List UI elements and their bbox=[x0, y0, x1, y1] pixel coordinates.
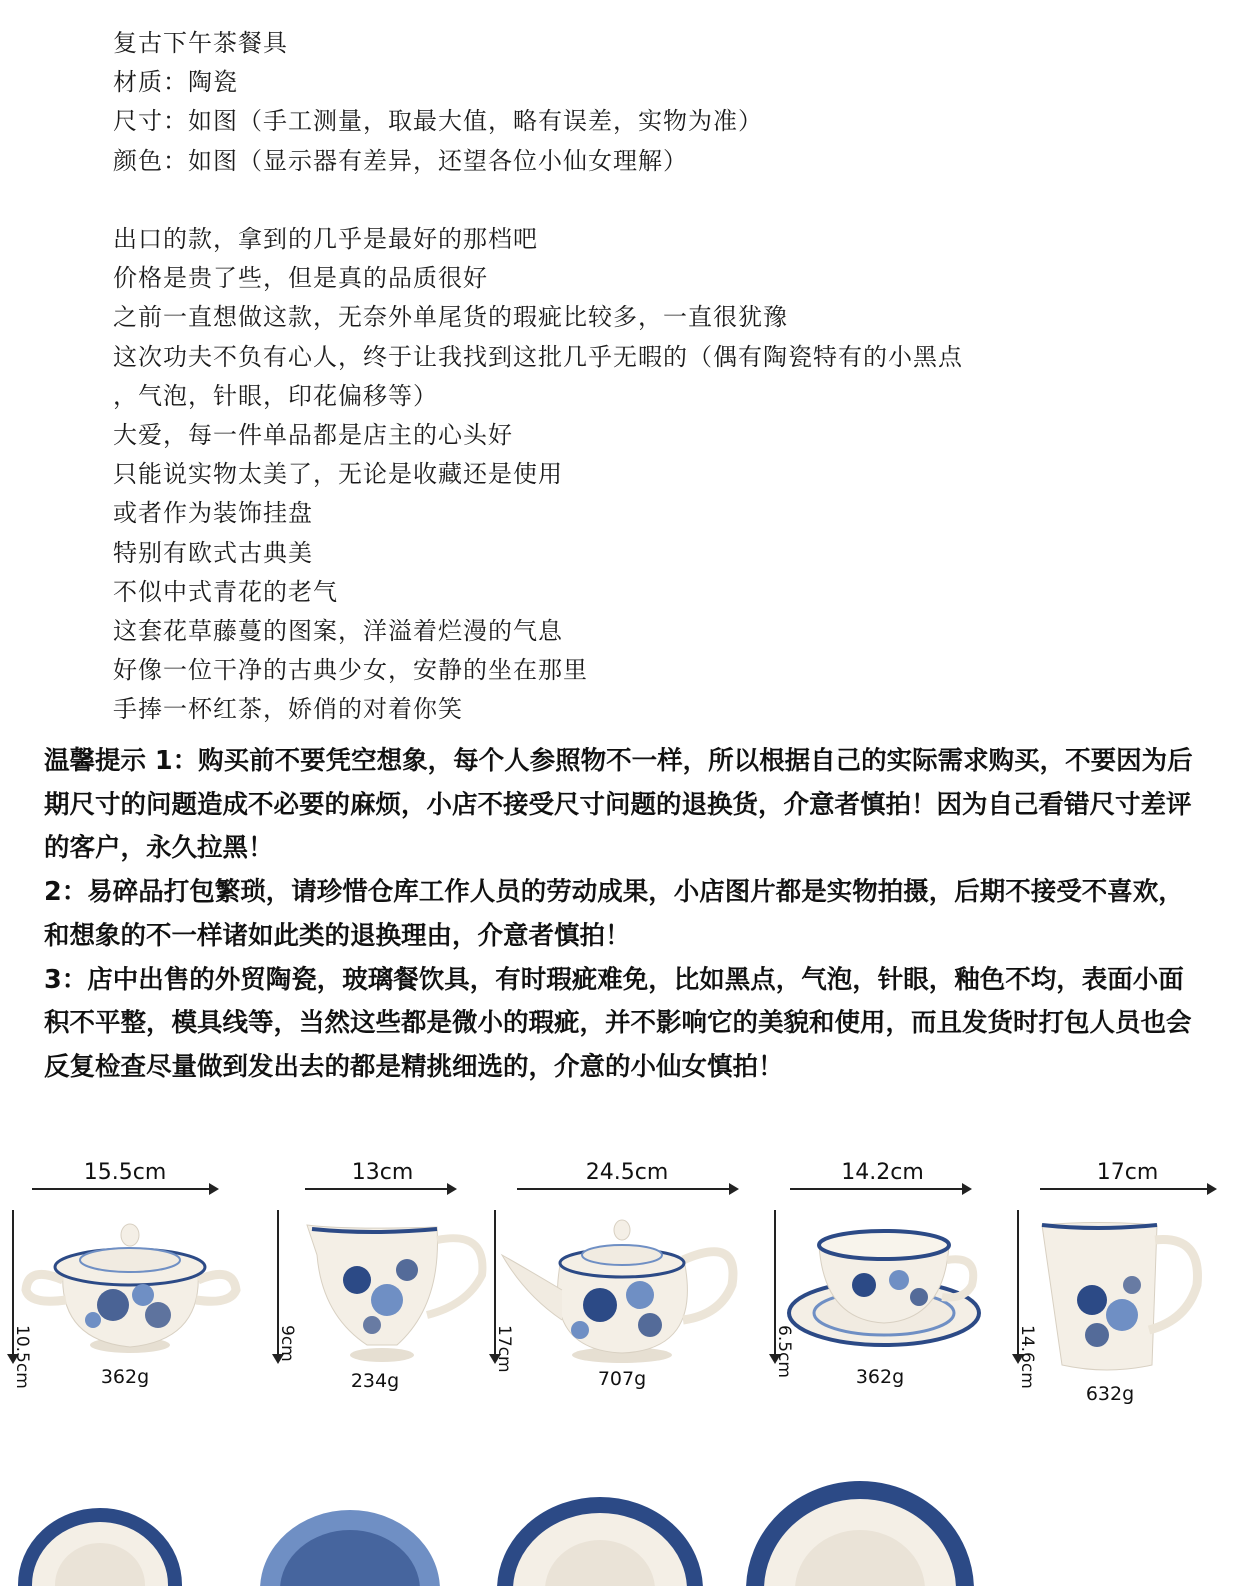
width-arrow bbox=[305, 1188, 455, 1190]
intro-line: 只能说实物太美了，无论是收藏还是使用 bbox=[113, 460, 563, 489]
intro-line: ，气泡，针眼，印花偏移等） bbox=[113, 381, 438, 410]
width-arrow bbox=[1040, 1188, 1215, 1190]
width-arrow bbox=[32, 1188, 217, 1190]
width-label: 24.5cm bbox=[585, 1160, 669, 1185]
intro-line: 尺寸：如图（手工测量，取最大值，略有误差，实物为准） bbox=[113, 107, 763, 136]
plate-image bbox=[755, 1490, 965, 1586]
intro-line: 材质：陶瓷 bbox=[113, 68, 238, 97]
height-label: 6.5cm bbox=[774, 1325, 794, 1378]
intro-line: 或者作为装饰挂盘 bbox=[113, 499, 313, 528]
width-arrow bbox=[517, 1188, 737, 1190]
height-label: 17cm bbox=[494, 1325, 514, 1373]
height-label: 9cm bbox=[277, 1325, 297, 1362]
product-creamer bbox=[275, 1150, 490, 1420]
width-label: 14.2cm bbox=[841, 1160, 924, 1185]
sugar-bowl-image bbox=[18, 1205, 243, 1360]
creamer-image bbox=[287, 1205, 487, 1365]
intro-line: 出口的款，拿到的几乎是最好的那档吧 bbox=[113, 225, 538, 253]
intro-line: 复古下午茶餐具 bbox=[113, 29, 288, 57]
product-sugar-bowl bbox=[10, 1150, 245, 1420]
intro-line: 之前一直想做这款，无奈外单尾货的瑕疵比较多，一直很犹豫 bbox=[113, 303, 788, 332]
intro-line: 这套花草藤蔓的图案，洋溢着烂漫的气息 bbox=[113, 617, 563, 646]
intro-text bbox=[113, 24, 1193, 730]
product-cup-and-saucer bbox=[772, 1150, 1002, 1420]
pitcher-image bbox=[1037, 1205, 1207, 1385]
intro-line: 特别有欧式古典美 bbox=[113, 538, 313, 567]
weight-label: 234g bbox=[350, 1370, 400, 1392]
teapot-image bbox=[500, 1205, 745, 1365]
width-label: 15.5cm bbox=[83, 1160, 167, 1185]
product-pitcher bbox=[1015, 1150, 1235, 1420]
plate-image bbox=[25, 1515, 175, 1586]
intro-line: 不似中式青花的老气 bbox=[113, 577, 338, 606]
width-arrow bbox=[790, 1188, 970, 1190]
intro-line: 颜色：如图（显示器有差异，还望各位小仙女理解） bbox=[113, 146, 688, 175]
width-label: 13cm bbox=[351, 1160, 414, 1185]
height-label: 14.6cm bbox=[1017, 1325, 1037, 1389]
weight-label: 707g bbox=[597, 1368, 647, 1390]
height-label: 10.5cm bbox=[12, 1325, 32, 1389]
width-label: 17cm bbox=[1096, 1160, 1159, 1185]
intro-line: 手捧一杯红茶，娇俏的对着你笑 bbox=[113, 695, 463, 724]
plates-preview bbox=[0, 1480, 1240, 1586]
cup-and-saucer-image bbox=[784, 1205, 994, 1365]
intro-line: 价格是贵了些，但是真的品质很好 bbox=[113, 264, 488, 293]
notice-section bbox=[44, 740, 1204, 1090]
notice-3: 3：店中出售的外贸陶瓷，玻璃餐饮具，有时瑕疵难免，比如黑点，气泡，针眼，釉色不均，表面小面积不平整，模具线等，当然这些都是微小的瑕疵，并不影响它的美貌和使用，而且发货时打包人员也会反复检查尽量做到发出去的都是精挑细选的，介意的小仙女慎拍！ bbox=[44, 964, 1192, 1082]
weight-label: 632g bbox=[1085, 1383, 1135, 1405]
weight-label: 362g bbox=[855, 1366, 905, 1388]
product-teapot bbox=[492, 1150, 752, 1420]
notice-1: 温馨提示 1：购买前不要凭空想象，每个人参照物不一样，所以根据自己的实际需求购买，不要因为后期尺寸的问题造成不必要的麻烦，小店不接受尺寸问题的退换货，介意者慎拍！因为自己看错尺寸差评的客户，永久拉黑！ bbox=[44, 746, 1193, 864]
plate-image bbox=[505, 1505, 695, 1586]
plate-image bbox=[260, 1510, 440, 1586]
intro-spacer bbox=[113, 181, 1193, 220]
product-dimension-gallery bbox=[0, 1150, 1240, 1430]
weight-label: 362g bbox=[100, 1366, 150, 1388]
intro-line: 好像一位干净的古典少女，安静的坐在那里 bbox=[113, 656, 588, 685]
notice-2: 2：易碎品打包繁琐，请珍惜仓库工作人员的劳动成果，小店图片都是实物拍摄，后期不接受不喜欢，和想象的不一样诸如此类的退换理由，介意者慎拍！ bbox=[44, 877, 1184, 951]
intro-line: 大爱，每一件单品都是店主的心头好 bbox=[113, 421, 513, 450]
intro-line: 这次功夫不负有心人，终于让我找到这批几乎无暇的（偶有陶瓷特有的小黑点 bbox=[113, 342, 963, 371]
